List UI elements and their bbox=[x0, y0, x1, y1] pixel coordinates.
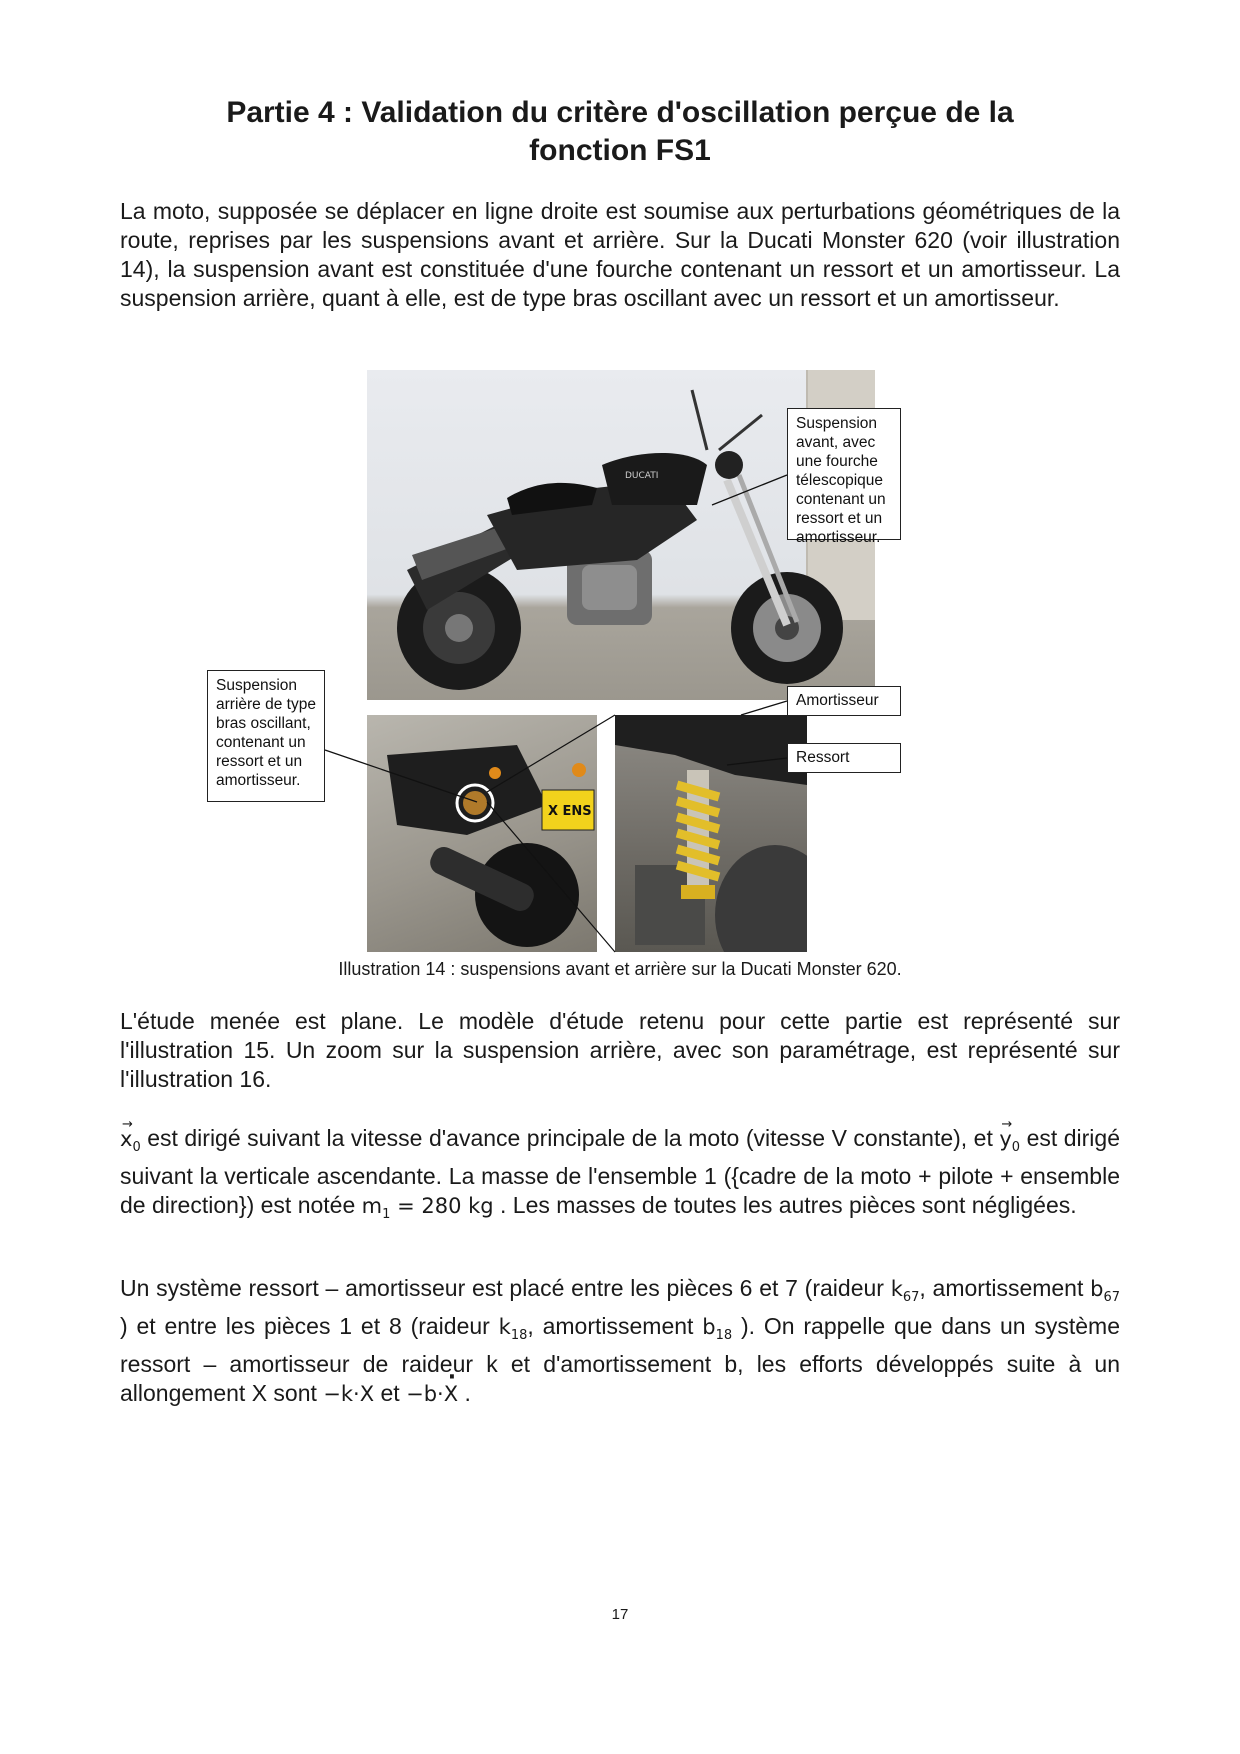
b18-symbol: $b_{18}$ bbox=[702, 1315, 733, 1344]
label-front-suspension-text: Suspension avant, avec une fourche télescopique contenant un ressort et un amortisseur. bbox=[796, 415, 886, 546]
axes-paragraph: → $x_0$ est dirigé suivant la vitesse d'avance principale de la moto (vitesse V constante), et → $y_0$ est dirigé suivant la verticale ascendante. La masse de l'ensemble 1 ({cadre de la moto + pilote + ensemble de direction}) est notée $m_1 = 280$ kg . Les masses de toutes les autres pièces sont négligées. bbox=[120, 1124, 1120, 1229]
illustration-14 bbox=[216, 370, 1009, 954]
b67-symbol: $b_{67}$ bbox=[1090, 1277, 1121, 1306]
title-line-1: Partie 4 : Validation du critère d'oscillation perçue de la bbox=[226, 96, 1014, 129]
leader-lines bbox=[229, 370, 1009, 954]
label-rear-suspension-text: Suspension arrière de type bras oscillant, contenant un ressort et un amortisseur. bbox=[216, 677, 316, 789]
k18-symbol: $k_{18}$ bbox=[498, 1315, 528, 1344]
page-title bbox=[120, 94, 1120, 170]
intro-paragraph: La moto, supposée se déplacer en ligne droite est soumise aux perturbations géométriques de la route, reprises par les suspensions avant et arrière. Sur la Ducati Monster 620 (voir illustration 14), la suspension avant est constituée d'une fourche contenant un ressort et un amortisseur. La suspension arrière, quant à elle, est de type bras oscillant avec un ressort et un amortisseur. bbox=[120, 198, 1120, 311]
plate-text: X ENS bbox=[548, 804, 592, 819]
k67-symbol: $k_{67}$ bbox=[890, 1277, 920, 1306]
x0-vector: → $x_0$ bbox=[120, 1127, 141, 1151]
spring-damper-paragraph: Un système ressort – amortisseur est placé entre les pièces 6 et 7 (raideur $k_{67}$, amortissement $b_{67}$ ) et entre les pièces 1 et 8 (raideur $k_{18}$, amortissement $b_{18}$ ). On rappelle que dans un système ressort – amortisseur de raideur k et d'amortissement b, les efforts développés suite à un allongement X sont −k·X et −b·· X . bbox=[120, 1274, 1120, 1409]
damper-force-formula: −b·· X bbox=[406, 1382, 458, 1406]
tank-logo: DUCATI bbox=[625, 471, 659, 481]
label-damper-text: Amortisseur bbox=[796, 692, 879, 709]
label-spring-text: Ressort bbox=[796, 749, 850, 766]
spring-force-formula: −k·X bbox=[323, 1382, 375, 1407]
title-line-2: fonction FS1 bbox=[529, 134, 711, 167]
figure-caption: Illustration 14 : suspensions avant et arrière sur la Ducati Monster 620. bbox=[338, 959, 902, 979]
y0-vector: → $y_0$ bbox=[999, 1127, 1020, 1151]
mass-formula: $m_1 = 280$ kg bbox=[361, 1194, 494, 1223]
study-paragraph: L'étude menée est plane. Le modèle d'étude retenu pour cette partie est représenté sur l'illustration 15. Un zoom sur la suspension arrière, avec son paramétrage, est représenté sur l'illustration 16. bbox=[120, 1008, 1120, 1092]
page-number: 17 bbox=[611, 1606, 629, 1623]
